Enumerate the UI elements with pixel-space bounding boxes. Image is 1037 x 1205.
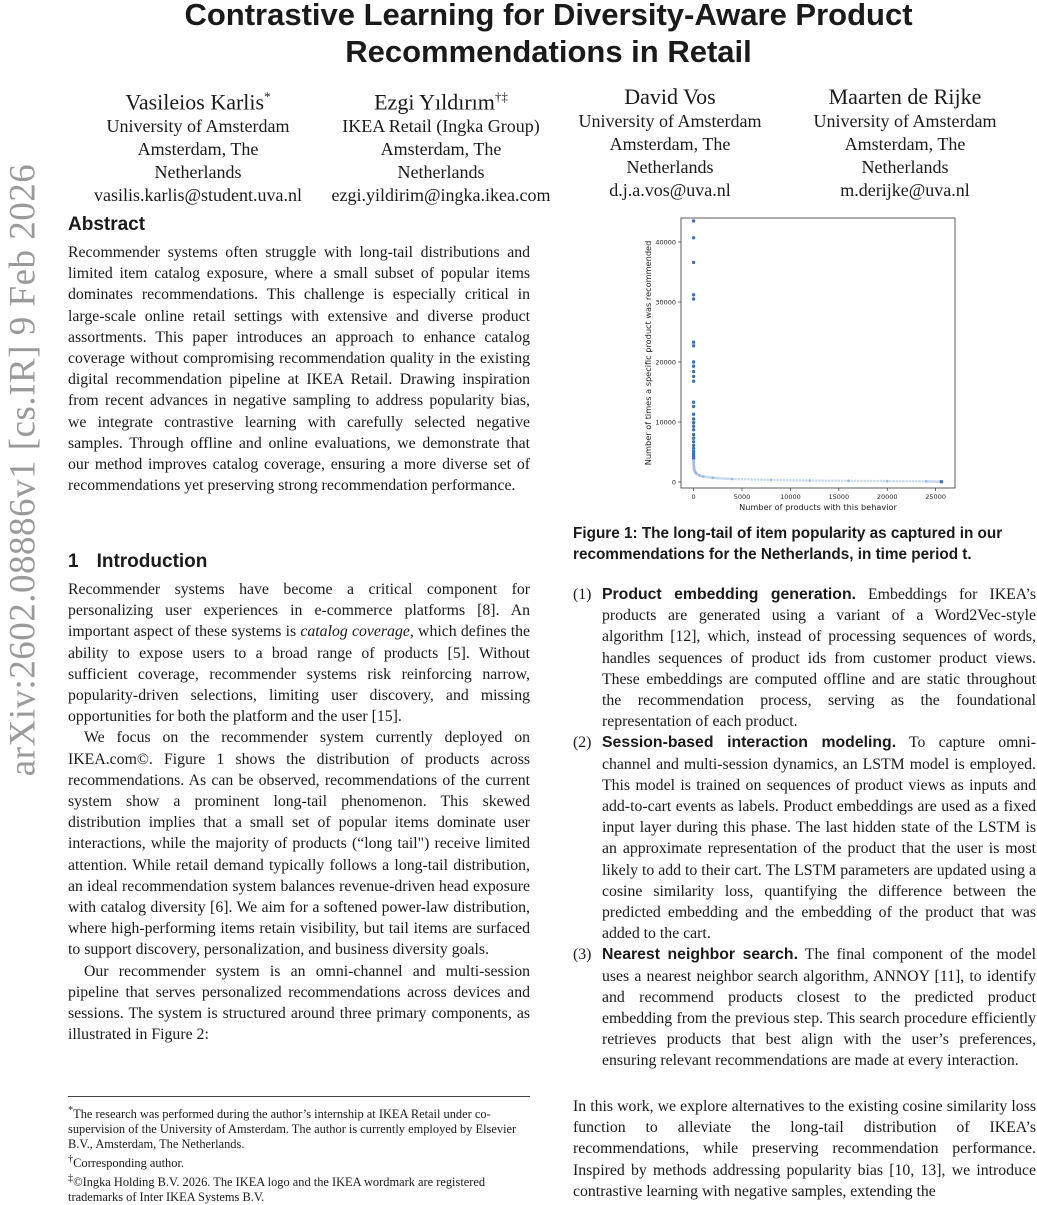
- data-point: [702, 475, 705, 478]
- x-tick-label: 25000: [925, 493, 946, 501]
- list-item-text: The final component of the model uses a nearest neighbor search algorithm, ANNOY [11], to identify and recommend products closest to the predicted product embedding from the previous step. This search procedure efficiently retrieves products that best align with the user’s preferences, ensuring relevant recommendations are made at every interaction.: [602, 946, 1036, 1070]
- section-number: 1: [68, 551, 79, 572]
- x-tick-label: 5000: [733, 493, 751, 501]
- data-point: [692, 360, 695, 363]
- footnote-mark: †: [68, 1154, 74, 1166]
- data-point: [692, 459, 695, 462]
- author-name: Ezgi Yıldırım: [374, 89, 495, 115]
- tail-marker: [896, 480, 899, 483]
- tail-marker: [873, 480, 876, 483]
- left-column: [68, 214, 530, 1044]
- list-item: [573, 944, 1036, 1071]
- section-title: Introduction: [96, 551, 208, 572]
- list-number: (1): [573, 586, 592, 603]
- intro-p1-text-a: Recommender systems have become a critical component for personalizing user experiences in e-commerce platforms [8]. An important aspect of these systems is: [68, 581, 530, 641]
- tail-marker: [905, 480, 908, 483]
- list-item-title: Nearest neighbor search.: [602, 946, 798, 964]
- footnote-1: [68, 1103, 530, 1152]
- data-point: [692, 444, 695, 447]
- tail-marker: [792, 479, 795, 482]
- abstract-heading: Abstract: [68, 214, 146, 235]
- list-item: [573, 732, 1036, 944]
- data-point: [692, 293, 695, 296]
- author-affiliation: University of Amsterdam: [813, 111, 997, 131]
- tail-marker: [857, 480, 860, 483]
- author-mark: †‡: [494, 89, 508, 104]
- tail-marker: [841, 479, 844, 482]
- footnote-2: [68, 1152, 530, 1171]
- list-item-text: Embeddings for IKEA’s products are generated using a variant of a Word2Vec-style algorithm [12], which, instead of processing sequences of words, handles sequences of product ids from customer product views. These embeddings are computed offline and are static throughout the recommendation process, serving as the foundational representation of each product.: [602, 586, 1036, 731]
- introduction-section: [68, 551, 530, 1045]
- data-point: [692, 433, 695, 436]
- tail-marker: [834, 479, 837, 482]
- tail-marker: [879, 480, 882, 483]
- tail-marker: [734, 478, 737, 481]
- author-country: Netherlands: [154, 162, 242, 183]
- data-point: [692, 344, 695, 347]
- tail-marker: [783, 479, 786, 482]
- author-country: Netherlands: [626, 157, 714, 177]
- tail-marker: [902, 480, 905, 483]
- list-item-title: Session-based interaction modeling.: [602, 734, 897, 752]
- author-email[interactable]: m.derijke@uva.nl: [840, 180, 970, 200]
- author-city: Amsterdam, The: [137, 139, 259, 160]
- x-tick-label: 0: [691, 493, 696, 501]
- intro-p1-emphasis: catalog coverage: [300, 623, 410, 641]
- title-line-1: Contrastive Learning for Diversity-Aware Product: [184, 0, 913, 32]
- author-city: Amsterdam, The: [380, 139, 502, 160]
- closing-text: In this work, we explore alternatives to the existing cosine similarity loss function to alleviate the long-tail distribution of IKEA’s recommendations, while preserving recommendation performance. Inspired by methods addressing popularity bias [10, 13], we introduce contrastive learning with negative samples, extending the: [573, 1098, 1036, 1200]
- footnote-mark: *: [68, 1105, 74, 1116]
- data-point: [692, 401, 695, 404]
- data-point: [940, 480, 944, 484]
- y-tick-label: 30000: [655, 298, 676, 307]
- author-affiliation: University of Amsterdam: [106, 116, 290, 137]
- data-point: [692, 365, 695, 368]
- tail-marker: [741, 478, 744, 481]
- tail-marker: [776, 479, 779, 482]
- footnotes: [68, 1096, 530, 1205]
- paper-title: [60, 0, 1037, 70]
- data-point: [695, 472, 698, 475]
- data-point: [847, 479, 850, 482]
- tail-marker: [854, 480, 857, 483]
- author-affiliation: IKEA Retail (Ingka Group): [342, 116, 540, 137]
- tail-marker: [802, 479, 805, 482]
- data-point: [692, 380, 695, 383]
- data-point: [712, 476, 715, 479]
- tail-marker: [921, 480, 924, 483]
- author-mark: *: [264, 89, 271, 104]
- author-2: [325, 84, 557, 207]
- tail-marker: [850, 480, 853, 483]
- data-point: [692, 461, 695, 464]
- tail-marker: [744, 478, 747, 481]
- data-point: [692, 417, 695, 420]
- tail-marker: [876, 480, 879, 483]
- author-email[interactable]: vasilis.karlis@student.uva.nl: [93, 185, 303, 206]
- tail-marker: [889, 480, 892, 483]
- tail-marker: [818, 479, 821, 482]
- data-point: [692, 297, 695, 300]
- tail-marker: [779, 479, 782, 482]
- author-email[interactable]: d.j.a.vos@uva.nl: [609, 180, 731, 200]
- data-point: [808, 479, 811, 482]
- data-point: [692, 464, 695, 467]
- x-tick-label: 15000: [828, 493, 850, 501]
- list-number: (3): [573, 946, 592, 964]
- y-tick-label: 0: [671, 478, 676, 487]
- tail-marker: [870, 480, 873, 483]
- tail-marker: [760, 478, 763, 481]
- author-name: David Vos: [624, 84, 716, 109]
- title-line-2: Recommendations in Retail: [345, 34, 752, 69]
- intro-p1-text-b: , which defines the ability to expose users to a broad range of products [5]. Without sufficient coverage, recommender systems risk reinforcing narrow, popularity-driven selections, limiting user discovery, and missing opportunities for both the platform and the user [15].: [68, 623, 530, 726]
- x-axis-label: Number of products with this behavior: [739, 502, 897, 512]
- tail-marker: [815, 479, 818, 482]
- author-4: [800, 84, 1010, 202]
- tail-marker: [838, 479, 841, 482]
- introduction-heading: [68, 551, 530, 573]
- tail-marker: [831, 479, 834, 482]
- author-name: Maarten de Rijke: [828, 84, 982, 109]
- plot-frame: [681, 218, 955, 488]
- tail-marker: [915, 480, 918, 483]
- tail-marker: [799, 479, 802, 482]
- footnote-text: Corresponding author.: [73, 1156, 184, 1171]
- x-tick-label: 20000: [876, 493, 898, 501]
- tail-marker: [844, 479, 847, 482]
- intro-paragraph-1: [68, 579, 530, 727]
- tail-marker: [867, 480, 870, 483]
- tail-marker: [767, 479, 770, 482]
- data-point: [698, 474, 701, 477]
- list-item-text: To capture omni-channel and multi-session dynamics, an LSTM model is employed. This model is trained on sequences of product views as inputs and add-to-cart events as labels. Product embeddings are used as a fixed input layer during this phase. The last hidden state of the LSTM is an approximate representation of the product that the user is most likely to add to their cart. The LSTM parameters are updated using a cosine similarity loss, quantifying the difference between the predicted embedding and the embedding of the product that was added to the cart.: [602, 734, 1036, 943]
- tail-marker: [789, 479, 792, 482]
- author-country: Netherlands: [861, 157, 949, 177]
- list-number: (2): [573, 734, 592, 752]
- author-email[interactable]: ezgi.yildirim@ingka.ikea.com: [331, 185, 551, 206]
- tail-marker: [899, 480, 902, 483]
- tail-marker: [796, 479, 799, 482]
- author-name: Vasileios Karlis: [125, 89, 265, 115]
- tail-marker: [912, 480, 915, 483]
- tail-marker: [892, 480, 895, 483]
- data-point: [692, 405, 695, 408]
- tail-marker: [909, 480, 912, 483]
- y-axis-label: Number of times a specific product was recommended: [643, 240, 653, 466]
- data-point: [925, 480, 928, 483]
- author-affiliation: University of Amsterdam: [578, 111, 762, 131]
- data-point: [692, 370, 695, 373]
- tail-marker: [821, 479, 824, 482]
- footnote-text: The research was performed during the author’s internship at IKEA Retail under co-supervision of the University of Amsterdam. The author is currently employed by Elsevier B.V., Amsterdam, The Netherlands.: [68, 1107, 517, 1152]
- figure-caption: Figure 1: The long-tail of item popularity as captured in our recommendations for the Netherlands, in time period t.: [573, 525, 1003, 563]
- tail-marker: [863, 480, 866, 483]
- list-item-title: Product embedding generation.: [602, 586, 856, 603]
- author-1: [88, 84, 308, 207]
- data-point: [731, 478, 734, 481]
- long-tail-scatter-chart: [605, 214, 963, 516]
- tail-marker: [860, 480, 863, 483]
- data-point: [692, 425, 695, 428]
- tail-marker: [918, 480, 921, 483]
- data-point: [770, 479, 773, 482]
- figure-1: [605, 214, 963, 516]
- list-item: [573, 584, 1036, 732]
- tail-marker: [754, 478, 757, 481]
- data-point: [692, 447, 695, 450]
- footnote-mark: ‡: [68, 1173, 74, 1185]
- data-point: [692, 413, 695, 416]
- author-country: Netherlands: [397, 162, 485, 183]
- author-city: Amsterdam, The: [844, 134, 966, 154]
- tail-marker: [828, 479, 831, 482]
- tail-marker: [737, 478, 740, 481]
- tail-marker: [750, 478, 753, 481]
- tail-marker: [747, 478, 750, 481]
- abstract-text: Recommender systems often struggle with long-tail distributions and limited item catalog exposure, where a small subset of popular items dominates recommendations. This challenge is especially critical in large-scale online retail settings with extensive and diverse product assortments. This paper introduces an approach to enhance catalog coverage without compromising recommendation quality in the existing digital recommendation pipeline at IKEA Retail. Drawing inspiration from recent advances in negative sampling to address popularity bias, we integrate contrastive learning with carefully selected negative samples. Through offline and online evaluations, we demonstrate that our method improves catalog coverage, ensuring a more diverse set of recommendations yet preserving strong recommendation performance.: [68, 244, 530, 495]
- arxiv-stamp-text: arXiv:2602.08886v1 [cs.IR] 9 Feb 2026: [2, 163, 44, 777]
- data-point: [692, 261, 695, 264]
- intro-paragraph-3: Our recommender system is an omni-channel and multi-session pipeline that serves personalized recommendations across devices and sessions. The system is structured around three primary components, as illustrated in Figure 2:: [68, 962, 530, 1044]
- tail-marker: [825, 479, 828, 482]
- tail-marker: [812, 479, 815, 482]
- data-point: [692, 219, 695, 222]
- y-tick-label: 20000: [655, 358, 676, 367]
- author-3: [565, 84, 775, 202]
- data-point: [692, 341, 695, 344]
- y-tick-label: 10000: [655, 418, 676, 427]
- data-point: [692, 236, 695, 239]
- author-city: Amsterdam, The: [609, 134, 731, 154]
- tail-marker: [786, 479, 789, 482]
- abstract-section: [68, 214, 530, 496]
- intro-paragraph-2: We focus on the recommender system currently deployed on IKEA.com©. Figure 1 shows the distribution of products across recommendations. As can be observed, recommendations of the current system show a prominent long-tail phenomenon. This skewed distribution implies that a small set of popular items dominate user interactions, while the majority of products (“long tail") receive limited attention. While retail demand typically follows a long-tail distribution, an ideal recommendation system balances revenue-driven head exposure with catalog diversity [6]. We aim for a softened power-law distribution, where high-performing items retain visibility, but tail items are surfaced to support discovery, personalization, and business diversity goals.: [68, 729, 530, 959]
- data-point: [693, 466, 696, 469]
- data-point: [692, 437, 695, 440]
- author-block: [0, 84, 1037, 204]
- tail-marker: [757, 478, 760, 481]
- tail-marker: [763, 478, 766, 481]
- components-list: [573, 584, 1036, 1072]
- closing-paragraph: [573, 1096, 1036, 1202]
- data-point: [692, 421, 695, 424]
- y-tick-label: 40000: [655, 238, 676, 247]
- data-point: [692, 428, 695, 431]
- data-point: [886, 480, 889, 483]
- tail-marker: [883, 480, 886, 483]
- data-point: [692, 375, 695, 378]
- footnote-text: ©Ingka Holding B.V. 2026. The IKEA logo and the IKEA wordmark are registered trademarks of Inter IKEA Systems B.V.: [68, 1175, 486, 1205]
- data-point: [692, 440, 695, 443]
- tail-marker: [805, 479, 808, 482]
- tail-marker: [773, 479, 776, 482]
- x-tick-label: 10000: [780, 493, 801, 501]
